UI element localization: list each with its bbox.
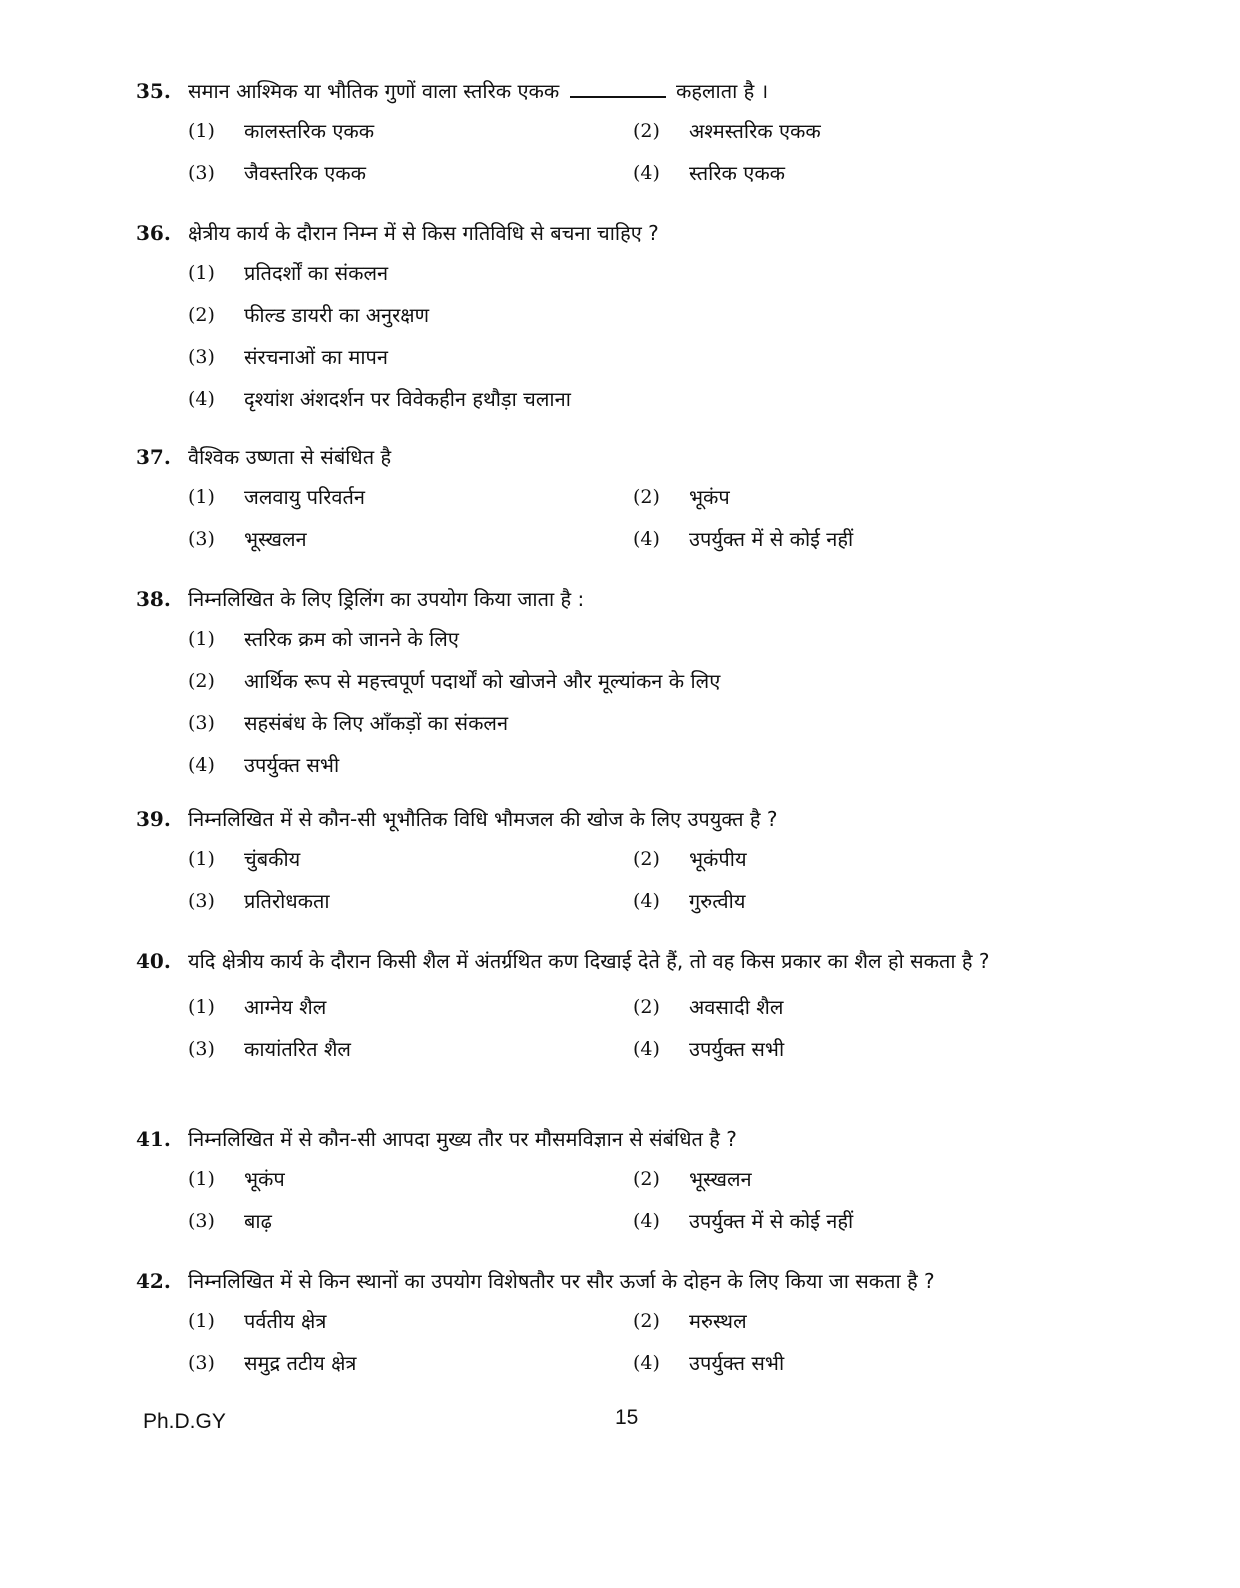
option-text: बाढ़ (244, 1209, 272, 1233)
option-4 (188, 744, 1116, 786)
option-number: (3) (188, 528, 215, 550)
option-number: (1) (188, 996, 215, 1018)
option-number: (4) (633, 1210, 660, 1232)
option-number: (4) (188, 388, 215, 410)
question-number: 40. (136, 949, 171, 973)
options-grid (188, 1300, 1116, 1384)
option-number: (1) (188, 120, 215, 142)
option-1 (188, 1158, 633, 1200)
option-number: (2) (633, 486, 660, 508)
question-40 (136, 942, 1116, 1070)
option-text: समुद्र तटीय क्षेत्र (244, 1351, 357, 1375)
option-3 (188, 880, 633, 922)
question-37 (136, 438, 1116, 560)
option-4 (633, 1028, 1078, 1070)
option-text: पर्वतीय क्षेत्र (244, 1309, 327, 1333)
question-number: 37. (136, 445, 171, 469)
option-2 (633, 1158, 1078, 1200)
option-text: प्रतिदर्शों का संकलन (244, 261, 389, 285)
option-2 (633, 838, 1078, 880)
option-1 (188, 1300, 633, 1342)
option-2 (188, 294, 1116, 336)
option-number: (4) (633, 528, 660, 550)
option-number: (4) (633, 162, 660, 184)
options-grid (188, 838, 1116, 922)
option-3 (188, 1028, 633, 1070)
question-stem (136, 214, 1116, 252)
option-text: संरचनाओं का मापन (244, 345, 388, 369)
question-stem (136, 1120, 1116, 1158)
option-text: कायांतरित शैल (244, 1037, 351, 1061)
question-number: 39. (136, 807, 171, 831)
page-number: 15 (615, 1406, 639, 1429)
question-text: निम्नलिखित में से कौन-सी भूभौतिक विधि भौमजल की खोज के लिए उपयुक्त है ? (188, 807, 778, 831)
option-number: (3) (188, 346, 215, 368)
option-4 (633, 880, 1078, 922)
question-41 (136, 1120, 1116, 1242)
option-2 (633, 986, 1078, 1028)
option-number: (3) (188, 890, 215, 912)
paper-code: Ph.D.GY (143, 1410, 226, 1433)
option-number: (4) (633, 1352, 660, 1374)
option-text: भूकंपीय (689, 847, 747, 871)
option-text: उपर्युक्त सभी (689, 1037, 785, 1061)
question-stem (136, 942, 1116, 980)
option-4 (633, 518, 1078, 560)
option-text: स्तरिक एकक (689, 161, 786, 185)
option-text: उपर्युक्त में से कोई नहीं (689, 1209, 854, 1233)
option-number: (2) (633, 1168, 660, 1190)
options-grid (188, 1158, 1116, 1242)
question-stem (136, 438, 1116, 476)
question-number: 36. (136, 221, 171, 245)
question-text: यदि क्षेत्रीय कार्य के दौरान किसी शैल में अंतर्ग्रथित कण दिखाई देते हैं, तो वह किस प्रकार का शैल हो सकता है ? (188, 949, 990, 973)
option-number: (2) (188, 670, 215, 692)
option-text: भूकंप (244, 1167, 285, 1191)
option-3 (188, 1342, 633, 1384)
option-2 (188, 660, 1116, 702)
option-number: (1) (188, 1168, 215, 1190)
option-number: (1) (188, 486, 215, 508)
option-number: (4) (633, 890, 660, 912)
option-text: फील्ड डायरी का अनुरक्षण (244, 303, 430, 327)
option-number: (3) (188, 1210, 215, 1232)
option-1 (188, 618, 1116, 660)
option-1 (188, 476, 633, 518)
question-stem (136, 1262, 1116, 1300)
question-stem (136, 580, 1116, 618)
question-text: क्षेत्रीय कार्य के दौरान निम्न में से किस गतिविधि से बचना चाहिए ? (188, 221, 659, 245)
option-2 (633, 476, 1078, 518)
option-4 (633, 152, 1078, 194)
option-text: दृश्यांश अंशदर्शन पर विवेकहीन हथौड़ा चलाना (244, 387, 571, 411)
option-text: अश्मस्तरिक एकक (689, 119, 821, 143)
option-number: (3) (188, 162, 215, 184)
option-number: (1) (188, 848, 215, 870)
option-2 (633, 110, 1078, 152)
option-text: आर्थिक रूप से महत्त्वपूर्ण पदार्थों को खोजने और मूल्यांकन के लिए (244, 669, 721, 693)
question-text: वैश्विक उष्णता से संबंधित है (188, 445, 392, 469)
option-1 (188, 110, 633, 152)
option-number: (2) (633, 996, 660, 1018)
question-text: निम्नलिखित में से कौन-सी आपदा मुख्य तौर पर मौसमविज्ञान से संबंधित है ? (188, 1127, 737, 1151)
option-text: चुंबकीय (244, 847, 301, 871)
option-text: कालस्तरिक एकक (244, 119, 375, 143)
option-number: (3) (188, 712, 215, 734)
fill-in-blank (570, 74, 666, 98)
option-3 (188, 1200, 633, 1242)
options-grid (188, 110, 1116, 194)
option-text: प्रतिरोधकता (244, 889, 330, 913)
option-number: (4) (633, 1038, 660, 1060)
question-text: निम्नलिखित के लिए ड्रिलिंग का उपयोग किया जाता है : (188, 587, 585, 611)
option-number: (1) (188, 1310, 215, 1332)
option-number: (2) (633, 1310, 660, 1332)
option-text: उपर्युक्त सभी (244, 753, 340, 777)
question-42 (136, 1262, 1116, 1384)
option-4 (633, 1200, 1078, 1242)
option-text: सहसंबंध के लिए आँकड़ों का संकलन (244, 711, 509, 735)
option-number: (2) (633, 848, 660, 870)
question-text-end: कहलाता है । (676, 79, 769, 103)
question-number: 38. (136, 587, 171, 611)
options-grid (188, 476, 1116, 560)
option-number: (3) (188, 1352, 215, 1374)
option-text: गुरुत्वीय (689, 889, 746, 913)
option-text: उपर्युक्त सभी (689, 1351, 785, 1375)
option-text: उपर्युक्त में से कोई नहीं (689, 527, 854, 551)
option-3 (188, 702, 1116, 744)
option-4 (188, 378, 1116, 420)
question-36 (136, 214, 1116, 420)
option-text: भूकंप (689, 485, 730, 509)
option-text: भूस्खलन (689, 1167, 752, 1191)
question-35 (136, 72, 1116, 194)
option-3 (188, 152, 633, 194)
option-number: (4) (188, 754, 215, 776)
option-3 (188, 518, 633, 560)
option-2 (633, 1300, 1078, 1342)
question-number: 41. (136, 1127, 171, 1151)
options-list (188, 618, 1116, 786)
question-text: निम्नलिखित में से किन स्थानों का उपयोग विशेषतौर पर सौर ऊर्जा के दोहन के लिए किया जा सकता है ? (188, 1269, 935, 1293)
option-1 (188, 986, 633, 1028)
question-stem (136, 800, 1116, 838)
option-text: जैवस्तरिक एकक (244, 161, 366, 185)
option-number: (1) (188, 628, 215, 650)
option-text: आग्नेय शैल (244, 995, 327, 1019)
question-text: समान आश्मिक या भौतिक गुणों वाला स्तरिक एकक (188, 79, 560, 103)
question-stem (136, 72, 1116, 110)
option-text: स्तरिक क्रम को जानने के लिए (244, 627, 459, 651)
option-text: जलवायु परिवर्तन (244, 485, 365, 509)
option-1 (188, 252, 1116, 294)
question-number: 42. (136, 1269, 171, 1293)
question-39 (136, 800, 1116, 922)
option-1 (188, 838, 633, 880)
option-4 (633, 1342, 1078, 1384)
question-number: 35. (136, 79, 171, 103)
option-number: (1) (188, 262, 215, 284)
options-grid (188, 986, 1116, 1070)
option-number: (2) (188, 304, 215, 326)
option-number: (2) (633, 120, 660, 142)
option-3 (188, 336, 1116, 378)
option-text: मरुस्थल (689, 1309, 747, 1333)
option-number: (3) (188, 1038, 215, 1060)
option-text: अवसादी शैल (689, 995, 784, 1019)
option-text: भूस्खलन (244, 527, 307, 551)
options-list (188, 252, 1116, 420)
question-38 (136, 580, 1116, 786)
